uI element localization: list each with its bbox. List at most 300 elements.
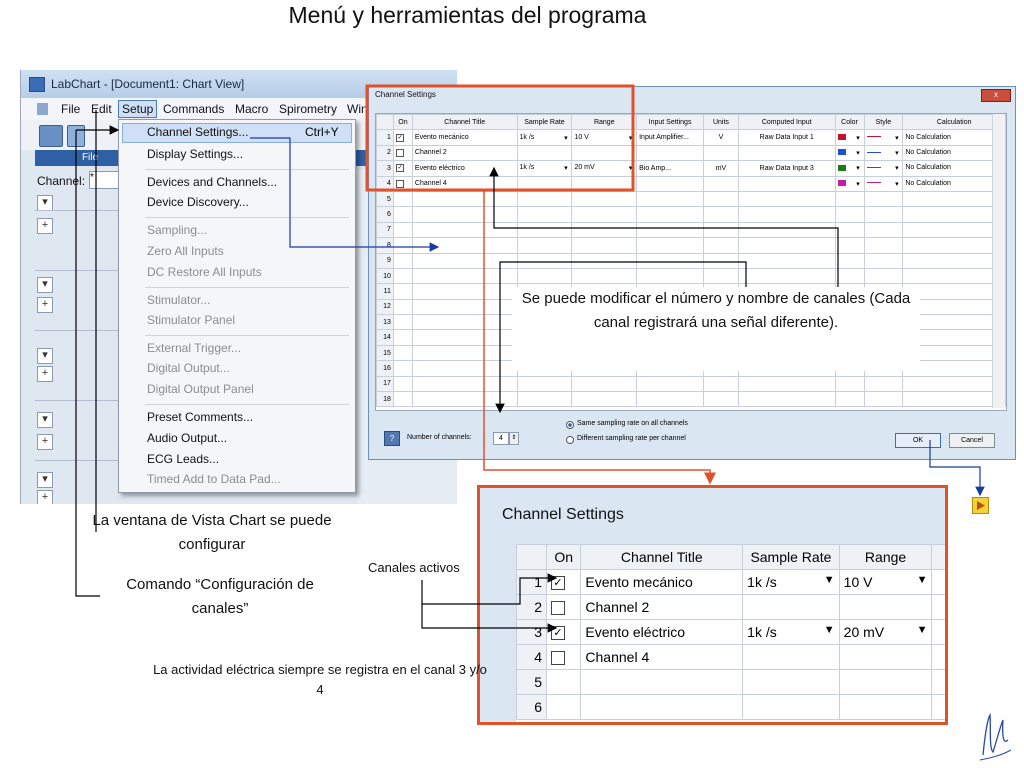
empty-cell[interactable] (637, 392, 704, 407)
empty-cell[interactable] (637, 268, 704, 283)
collapse-arrow-icon[interactable]: ▾ (37, 277, 53, 293)
menu-separator (145, 404, 349, 405)
row-number (517, 570, 547, 595)
column-header[interactable]: Units (704, 115, 739, 130)
color-swatch[interactable] (838, 149, 846, 155)
sample-rate-cell[interactable] (517, 130, 572, 145)
on-checkbox[interactable]: ✓ (551, 626, 565, 640)
empty-cell[interactable] (393, 315, 412, 330)
empty-cell[interactable] (864, 376, 903, 391)
empty-cell[interactable] (903, 191, 1006, 206)
empty-cell (932, 570, 948, 595)
computed-input-cell[interactable] (738, 145, 835, 160)
table-row[interactable] (517, 695, 949, 720)
zoomed-channel-settings (477, 485, 948, 725)
dropdown-arrow-icon[interactable]: ▾ (856, 134, 860, 142)
color-swatch[interactable] (838, 180, 846, 186)
channel-selector[interactable]: * (89, 171, 121, 189)
empty-cell[interactable] (738, 207, 835, 222)
empty-cell[interactable] (704, 253, 739, 268)
channel-title-cell[interactable] (581, 670, 743, 695)
input-settings-cell[interactable] (637, 130, 704, 145)
dropdown-arrow-icon[interactable]: ▾ (628, 165, 633, 173)
input-settings-cell[interactable] (637, 145, 704, 160)
range-cell[interactable] (839, 570, 932, 595)
channel-title-cell[interactable] (581, 620, 743, 645)
units-cell (704, 145, 739, 160)
column-header[interactable]: Range (572, 115, 637, 130)
menu-file[interactable]: File (61, 102, 81, 116)
table-row[interactable] (377, 145, 1006, 160)
channel-title-cell[interactable] (581, 570, 743, 595)
calculation-cell-text: No Calculation (905, 164, 951, 172)
range-cell-text: 20 mV (843, 624, 885, 640)
empty-cell[interactable] (393, 376, 412, 391)
empty-cell[interactable] (393, 330, 412, 345)
column-header[interactable]: Color (835, 115, 864, 130)
play-icon[interactable] (972, 497, 989, 514)
on-cell[interactable] (546, 570, 580, 595)
sample-rate-cell[interactable] (517, 161, 572, 176)
color-cell[interactable] (835, 161, 864, 176)
on-checkbox[interactable] (551, 601, 565, 615)
empty-cell[interactable] (864, 238, 903, 253)
color-swatch[interactable] (838, 165, 846, 171)
sample-rate-cell[interactable] (743, 570, 840, 595)
sample-rate-cell-text: 1k /s (519, 164, 535, 172)
row-number: 16 (377, 361, 394, 376)
row-number: 11 (377, 284, 394, 299)
empty-cell[interactable] (517, 268, 572, 283)
empty-cell[interactable] (393, 392, 412, 407)
on-cell[interactable] (546, 670, 580, 695)
column-header[interactable]: Sample Rate (743, 545, 840, 570)
row-number-text: 4 (534, 649, 542, 665)
table-row[interactable] (377, 130, 1006, 145)
menu-item[interactable]: Channel Settings... (147, 125, 249, 139)
on-cell[interactable] (393, 161, 412, 176)
note-electrical-activity: La actividad eléctrica siempre se registra en el canal 3 y/o 4 (153, 662, 487, 697)
channel-title-cell-text: Channel 4 (414, 180, 447, 188)
empty-cell[interactable] (393, 222, 412, 237)
dropdown-arrow-icon[interactable]: ▾ (564, 134, 568, 142)
empty-cell[interactable] (393, 207, 412, 222)
empty-cell[interactable] (637, 238, 704, 253)
empty-cell[interactable] (835, 392, 864, 407)
table-row[interactable] (377, 238, 1006, 253)
units-cell (704, 161, 739, 176)
range-cell[interactable] (839, 645, 932, 670)
scrollbar[interactable] (992, 114, 1005, 408)
empty-cell (932, 670, 948, 695)
toolbar-dropdown-icon[interactable] (67, 125, 85, 147)
empty-cell[interactable] (637, 207, 704, 222)
input-settings-cell[interactable] (637, 161, 704, 176)
labchart-app-icon (29, 77, 45, 92)
empty-cell[interactable] (572, 191, 637, 206)
menu-item[interactable]: Devices and Channels... (147, 175, 278, 189)
sample-rate-cell[interactable] (743, 645, 840, 670)
color-swatch[interactable] (838, 134, 846, 140)
empty-cell[interactable] (412, 253, 517, 268)
empty-cell[interactable] (572, 207, 637, 222)
empty-cell[interactable] (738, 253, 835, 268)
collapse-arrow-icon[interactable]: ▾ (37, 348, 53, 364)
table-row[interactable] (377, 376, 1006, 391)
row-number: 14 (377, 330, 394, 345)
table-row[interactable] (377, 207, 1006, 222)
on-checkbox[interactable] (396, 180, 404, 188)
calculation-cell[interactable] (903, 176, 1006, 191)
range-cell[interactable] (572, 145, 637, 160)
empty-cell[interactable] (637, 376, 704, 391)
on-checkbox[interactable] (551, 651, 565, 665)
computed-input-cell[interactable] (738, 176, 835, 191)
empty-cell[interactable] (393, 361, 412, 376)
empty-cell[interactable] (835, 222, 864, 237)
row-number: 17 (377, 376, 394, 391)
empty-cell[interactable] (412, 376, 517, 391)
menu-item: Zero All Inputs (147, 244, 224, 258)
row-number (377, 161, 394, 176)
collapse-arrow-icon[interactable]: ▾ (37, 412, 53, 428)
row-number: 10 (377, 268, 394, 283)
input-settings-cell[interactable] (637, 176, 704, 191)
range-cell[interactable] (572, 176, 637, 191)
table-row[interactable] (517, 595, 949, 620)
style-cell[interactable] (864, 130, 903, 145)
empty-cell[interactable] (412, 330, 517, 345)
empty-cell[interactable] (835, 238, 864, 253)
empty-cell[interactable] (517, 222, 572, 237)
menu-item[interactable]: ECG Leads... (147, 452, 220, 466)
menu-edit[interactable]: Edit (91, 102, 112, 116)
line-style-icon[interactable] (867, 152, 881, 153)
empty-cell[interactable] (412, 284, 517, 299)
range-cell[interactable] (839, 620, 932, 645)
on-cell[interactable] (393, 145, 412, 160)
range-cell[interactable] (839, 695, 932, 720)
computed-input-cell[interactable] (738, 130, 835, 145)
dropdown-arrow-icon[interactable]: ▾ (856, 149, 860, 157)
empty-cell[interactable] (738, 238, 835, 253)
on-checkbox[interactable]: ✓ (397, 165, 403, 172)
empty-cell[interactable] (412, 268, 517, 283)
table-row[interactable] (377, 161, 1006, 176)
help-icon[interactable]: ? (384, 431, 400, 446)
dropdown-arrow-icon[interactable]: ▾ (628, 134, 633, 142)
empty-cell[interactable] (704, 376, 739, 391)
menu-shortcut: Ctrl+Y (305, 125, 339, 139)
column-header[interactable]: Computed Input (738, 115, 835, 130)
menu-item[interactable]: Device Discovery... (147, 195, 249, 209)
empty-cell[interactable] (864, 253, 903, 268)
empty-cell[interactable] (738, 392, 835, 407)
empty-cell[interactable] (704, 222, 739, 237)
on-cell[interactable] (546, 695, 580, 720)
units-cell-text: mV (715, 164, 727, 172)
line-style-icon[interactable] (867, 167, 881, 168)
empty-cell[interactable] (738, 222, 835, 237)
spinner-icon[interactable]: ⇕ (509, 432, 519, 445)
table-row[interactable] (517, 645, 949, 670)
empty-cell[interactable] (517, 376, 572, 391)
menu-item[interactable]: Display Settings... (147, 147, 244, 161)
table-row[interactable] (377, 392, 1006, 407)
empty-cell[interactable] (412, 361, 517, 376)
expand-plus-icon[interactable]: + (37, 490, 53, 504)
input-settings-cell-text: Input Amplifier... (639, 134, 689, 142)
empty-cell[interactable] (572, 376, 637, 391)
empty-cell[interactable] (704, 191, 739, 206)
empty-cell[interactable] (704, 207, 739, 222)
menu-setup[interactable]: Setup (118, 100, 157, 118)
style-cell[interactable] (864, 176, 903, 191)
units-cell (704, 130, 739, 145)
range-cell[interactable] (839, 670, 932, 695)
channel-title-cell-text: Channel 2 (585, 599, 650, 615)
ok-button[interactable]: OK (895, 433, 941, 448)
sample-rate-cell[interactable] (517, 176, 572, 191)
channel-title-cell[interactable] (581, 645, 743, 670)
column-header[interactable] (377, 115, 394, 130)
dialog-title: Channel Settings (375, 90, 436, 99)
calculation-cell[interactable] (903, 145, 1006, 160)
empty-cell[interactable] (903, 376, 1006, 391)
empty-cell[interactable] (517, 207, 572, 222)
sample-rate-cell[interactable] (743, 670, 840, 695)
table-row[interactable] (377, 268, 1006, 283)
on-cell[interactable] (393, 130, 412, 145)
chart-view-icon[interactable] (39, 125, 63, 147)
empty-cell[interactable] (412, 299, 517, 314)
slide-title: Menú y herramientas del programa (288, 2, 647, 28)
table-row[interactable] (517, 620, 949, 645)
menu-separator (145, 335, 349, 336)
calculation-cell-text: No Calculation (905, 148, 951, 156)
column-header[interactable]: Input Settings (637, 115, 704, 130)
collapse-arrow-icon[interactable]: ▾ (37, 472, 53, 488)
cancel-button[interactable]: Cancel (949, 433, 995, 448)
empty-cell[interactable] (835, 376, 864, 391)
on-cell[interactable] (546, 595, 580, 620)
row-number: 6 (377, 207, 394, 222)
range-cell[interactable] (839, 595, 932, 620)
empty-cell[interactable] (412, 207, 517, 222)
empty-cell[interactable] (864, 392, 903, 407)
channel-title-cell[interactable] (581, 695, 743, 720)
empty-cell[interactable] (637, 191, 704, 206)
dropdown-arrow-icon[interactable]: ▼ (916, 574, 928, 586)
empty-cell[interactable] (572, 392, 637, 407)
dropdown-arrow-icon[interactable]: ▼ (823, 574, 835, 586)
on-cell[interactable] (546, 645, 580, 670)
empty-cell[interactable] (572, 222, 637, 237)
empty-cell[interactable] (393, 299, 412, 314)
empty-cell[interactable] (864, 191, 903, 206)
empty-cell[interactable] (412, 315, 517, 330)
channel-title-cell[interactable] (412, 161, 517, 176)
empty-cell[interactable] (393, 268, 412, 283)
empty-cell[interactable] (738, 191, 835, 206)
empty-cell (932, 645, 948, 670)
dropdown-arrow-icon[interactable]: ▾ (564, 165, 568, 173)
dropdown-arrow-icon[interactable]: ▾ (895, 165, 899, 173)
row-number (517, 670, 547, 695)
document-icon[interactable] (37, 103, 48, 115)
column-header[interactable] (517, 545, 547, 570)
table-row[interactable] (377, 191, 1006, 206)
empty-cell[interactable] (393, 253, 412, 268)
column-header[interactable]: On (393, 115, 412, 130)
on-checkbox[interactable]: ✓ (397, 134, 403, 141)
empty-cell[interactable] (835, 268, 864, 283)
channel-title-cell[interactable] (412, 145, 517, 160)
style-cell[interactable] (864, 161, 903, 176)
empty-cell[interactable] (864, 222, 903, 237)
channel-title-cell[interactable] (412, 130, 517, 145)
sample-rate-cell[interactable] (743, 695, 840, 720)
empty-cell[interactable] (412, 238, 517, 253)
table-row[interactable] (517, 570, 949, 595)
empty-cell[interactable] (835, 207, 864, 222)
sample-rate-cell[interactable] (743, 595, 840, 620)
table-row[interactable] (377, 222, 1006, 237)
range-cell-text: 10 V (574, 133, 589, 141)
dropdown-arrow-icon[interactable]: ▾ (856, 165, 860, 173)
radio-different-rate[interactable] (566, 436, 574, 444)
empty-cell[interactable] (903, 222, 1006, 237)
empty-cell[interactable] (517, 191, 572, 206)
empty-cell[interactable] (517, 238, 572, 253)
empty-cell[interactable] (572, 268, 637, 283)
empty-cell[interactable] (903, 207, 1006, 222)
empty-cell[interactable] (864, 268, 903, 283)
empty-cell[interactable] (517, 253, 572, 268)
menu-commands[interactable]: Commands (163, 102, 225, 116)
table-row[interactable] (377, 176, 1006, 191)
empty-cell[interactable] (738, 268, 835, 283)
menu-spirometry[interactable]: Spirometry (279, 102, 338, 116)
range-cell[interactable] (572, 161, 637, 176)
dropdown-arrow-icon[interactable]: ▼ (823, 624, 835, 636)
file-tab[interactable]: File (35, 150, 145, 166)
expand-plus-icon[interactable]: + (37, 218, 53, 234)
row-number (377, 130, 394, 145)
column-header[interactable]: Channel Title (412, 115, 517, 130)
empty-cell[interactable] (835, 253, 864, 268)
dropdown-arrow-icon[interactable]: ▾ (895, 180, 899, 188)
color-cell[interactable] (835, 130, 864, 145)
line-style-icon[interactable] (867, 136, 881, 137)
empty-cell[interactable] (903, 253, 1006, 268)
collapse-arrow-icon[interactable]: ▾ (37, 195, 53, 211)
on-cell[interactable] (546, 620, 580, 645)
column-header[interactable]: Range (839, 545, 932, 570)
sample-rate-cell[interactable] (743, 620, 840, 645)
empty-cell[interactable] (412, 392, 517, 407)
dropdown-arrow-icon[interactable]: ▾ (895, 149, 899, 157)
empty-cell[interactable] (412, 191, 517, 206)
empty-cell[interactable] (412, 222, 517, 237)
empty-cell[interactable] (704, 238, 739, 253)
number-of-channels-input[interactable]: 4 (493, 432, 509, 445)
on-cell[interactable] (393, 176, 412, 191)
calculation-cell[interactable] (903, 161, 1006, 176)
channel-title-cell-text: Channel 2 (414, 149, 447, 157)
column-header[interactable]: Channel Title (581, 545, 743, 570)
table-row[interactable] (377, 253, 1006, 268)
row-number: 12 (377, 299, 394, 314)
row-number-text: 5 (534, 674, 542, 690)
column-header[interactable]: Style (864, 115, 903, 130)
empty-cell[interactable] (412, 345, 517, 360)
table-row[interactable] (517, 670, 949, 695)
column-header[interactable]: On (546, 545, 580, 570)
dropdown-arrow-icon[interactable]: ▾ (895, 134, 899, 142)
column-header[interactable]: Sample Rate (517, 115, 572, 130)
line-style-icon[interactable] (867, 182, 881, 183)
expand-plus-icon[interactable]: + (37, 434, 53, 450)
color-cell[interactable] (835, 176, 864, 191)
channel-title-cell[interactable] (412, 176, 517, 191)
empty-cell[interactable] (393, 345, 412, 360)
computed-input-cell[interactable] (738, 161, 835, 176)
menu-item[interactable]: Audio Output... (147, 431, 228, 445)
empty-cell[interactable] (637, 253, 704, 268)
row-number-text: 1 (387, 134, 391, 142)
column-header[interactable] (932, 545, 948, 570)
empty-cell[interactable] (637, 222, 704, 237)
calculation-cell[interactable] (903, 130, 1006, 145)
menu-window[interactable]: Win (347, 102, 368, 116)
empty-cell[interactable] (517, 392, 572, 407)
empty-cell[interactable] (572, 238, 637, 253)
menu-macro[interactable]: Macro (235, 102, 269, 116)
dropdown-arrow-icon[interactable]: ▾ (856, 180, 860, 188)
empty-cell[interactable] (738, 376, 835, 391)
zoom-title: Channel Settings (502, 506, 624, 523)
row-number-text: 3 (534, 624, 542, 640)
empty-cell[interactable] (835, 191, 864, 206)
sample-rate-cell[interactable] (517, 145, 572, 160)
expand-plus-icon[interactable]: + (37, 366, 53, 382)
radio-same-rate[interactable] (566, 421, 574, 429)
empty-cell[interactable] (903, 268, 1006, 283)
empty-cell[interactable] (864, 207, 903, 222)
empty-cell[interactable] (903, 238, 1006, 253)
on-checkbox[interactable]: ✓ (551, 576, 565, 590)
close-icon[interactable]: x (981, 89, 1011, 102)
dropdown-arrow-icon[interactable]: ▼ (916, 624, 928, 636)
empty-cell[interactable] (704, 392, 739, 407)
empty-cell[interactable] (393, 191, 412, 206)
empty-cell[interactable] (572, 253, 637, 268)
color-cell[interactable] (835, 145, 864, 160)
range-cell[interactable] (572, 130, 637, 145)
channel-label: Channel: (37, 174, 86, 188)
on-checkbox[interactable] (396, 149, 404, 157)
empty-cell[interactable] (704, 268, 739, 283)
empty-cell[interactable] (393, 284, 412, 299)
style-cell[interactable] (864, 145, 903, 160)
empty-cell[interactable] (903, 392, 1006, 407)
menu-item[interactable]: Preset Comments... (147, 410, 254, 424)
empty-cell[interactable] (393, 238, 412, 253)
expand-plus-icon[interactable]: + (37, 297, 53, 313)
column-header[interactable]: Calculation (903, 115, 1006, 130)
channel-title-cell[interactable] (581, 595, 743, 620)
